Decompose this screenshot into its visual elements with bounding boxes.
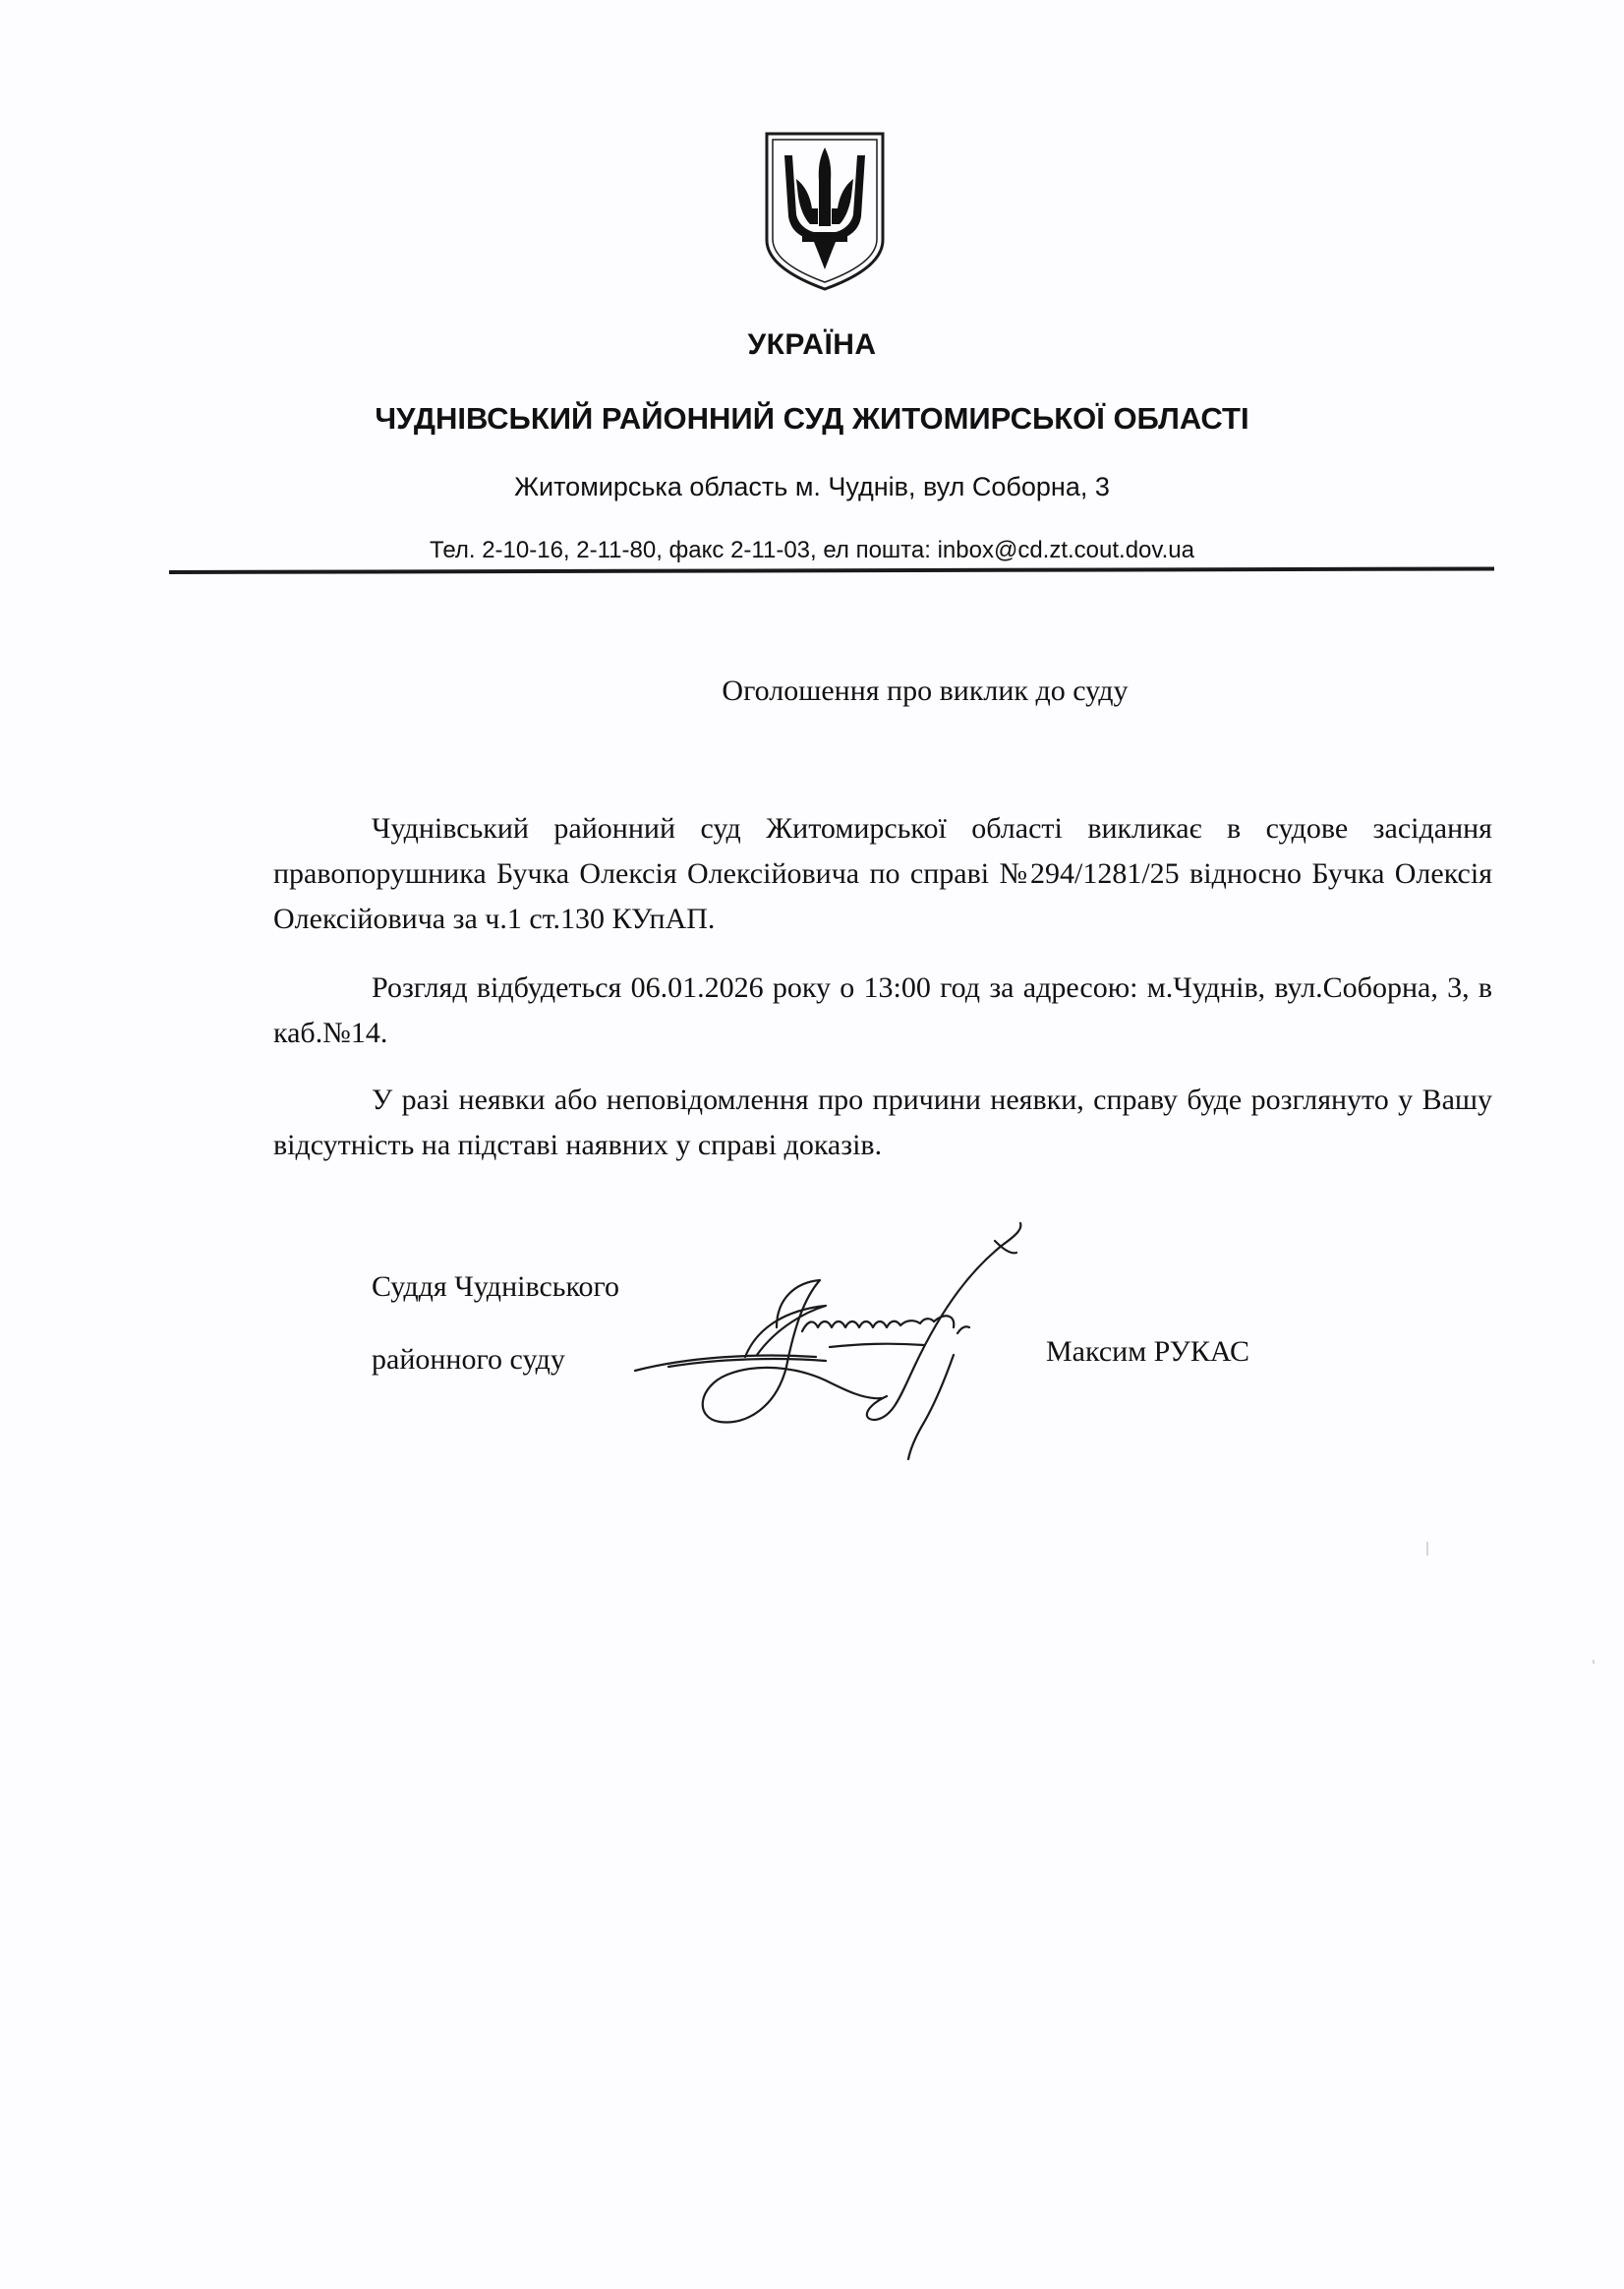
notice-title: Оголошення про виклик до суду [722, 675, 1129, 707]
court-contacts: Тел. 2-10-16, 2-11-80, факс 2-11-03, ел пошта: inbox@cd.zt.cout.dov.ua [430, 537, 1194, 563]
country-heading: УКРАЇНА [747, 328, 877, 361]
judge-title-line1: Суддя Чуднівського [372, 1270, 620, 1303]
scan-speck [1426, 1542, 1428, 1555]
handwritten-signature-icon [629, 1209, 1121, 1465]
header-divider [169, 566, 1494, 574]
coat-of-arms-trident-icon [763, 130, 887, 293]
court-name-heading: ЧУДНІВСЬКИЙ РАЙОННИЙ СУД ЖИТОМИРСЬКОЇ ОБЛАСТІ [375, 401, 1249, 436]
scan-speck [1593, 1660, 1595, 1664]
court-address: Житомирська область м. Чуднів, вул Соборна, 3 [514, 472, 1110, 501]
notice-paragraph: Чуднівський районний суд Житомирської області викликає в судове засідання правопорушника Бучка Олексія Олексійовича по справі №294/1281/25 відносно Бучка Олексія Олексійовича за ч.1 ст.130 КУпАП. [273, 812, 1492, 935]
notice-paragraph: У разі неявки або неповідомлення про причини неявки, справу буде розглянуто у Вашу відсутність на підставі наявних у справі доказів. [273, 1084, 1492, 1161]
judge-name: Максим РУКАС [1046, 1335, 1250, 1368]
judge-title-line2: районного суду [372, 1343, 565, 1376]
notice-paragraph: Розгляд відбудеться 06.01.2026 року о 13:00 год за адресою: м.Чуднів, вул.Соборна, 3, в каб.№14. [273, 971, 1492, 1049]
